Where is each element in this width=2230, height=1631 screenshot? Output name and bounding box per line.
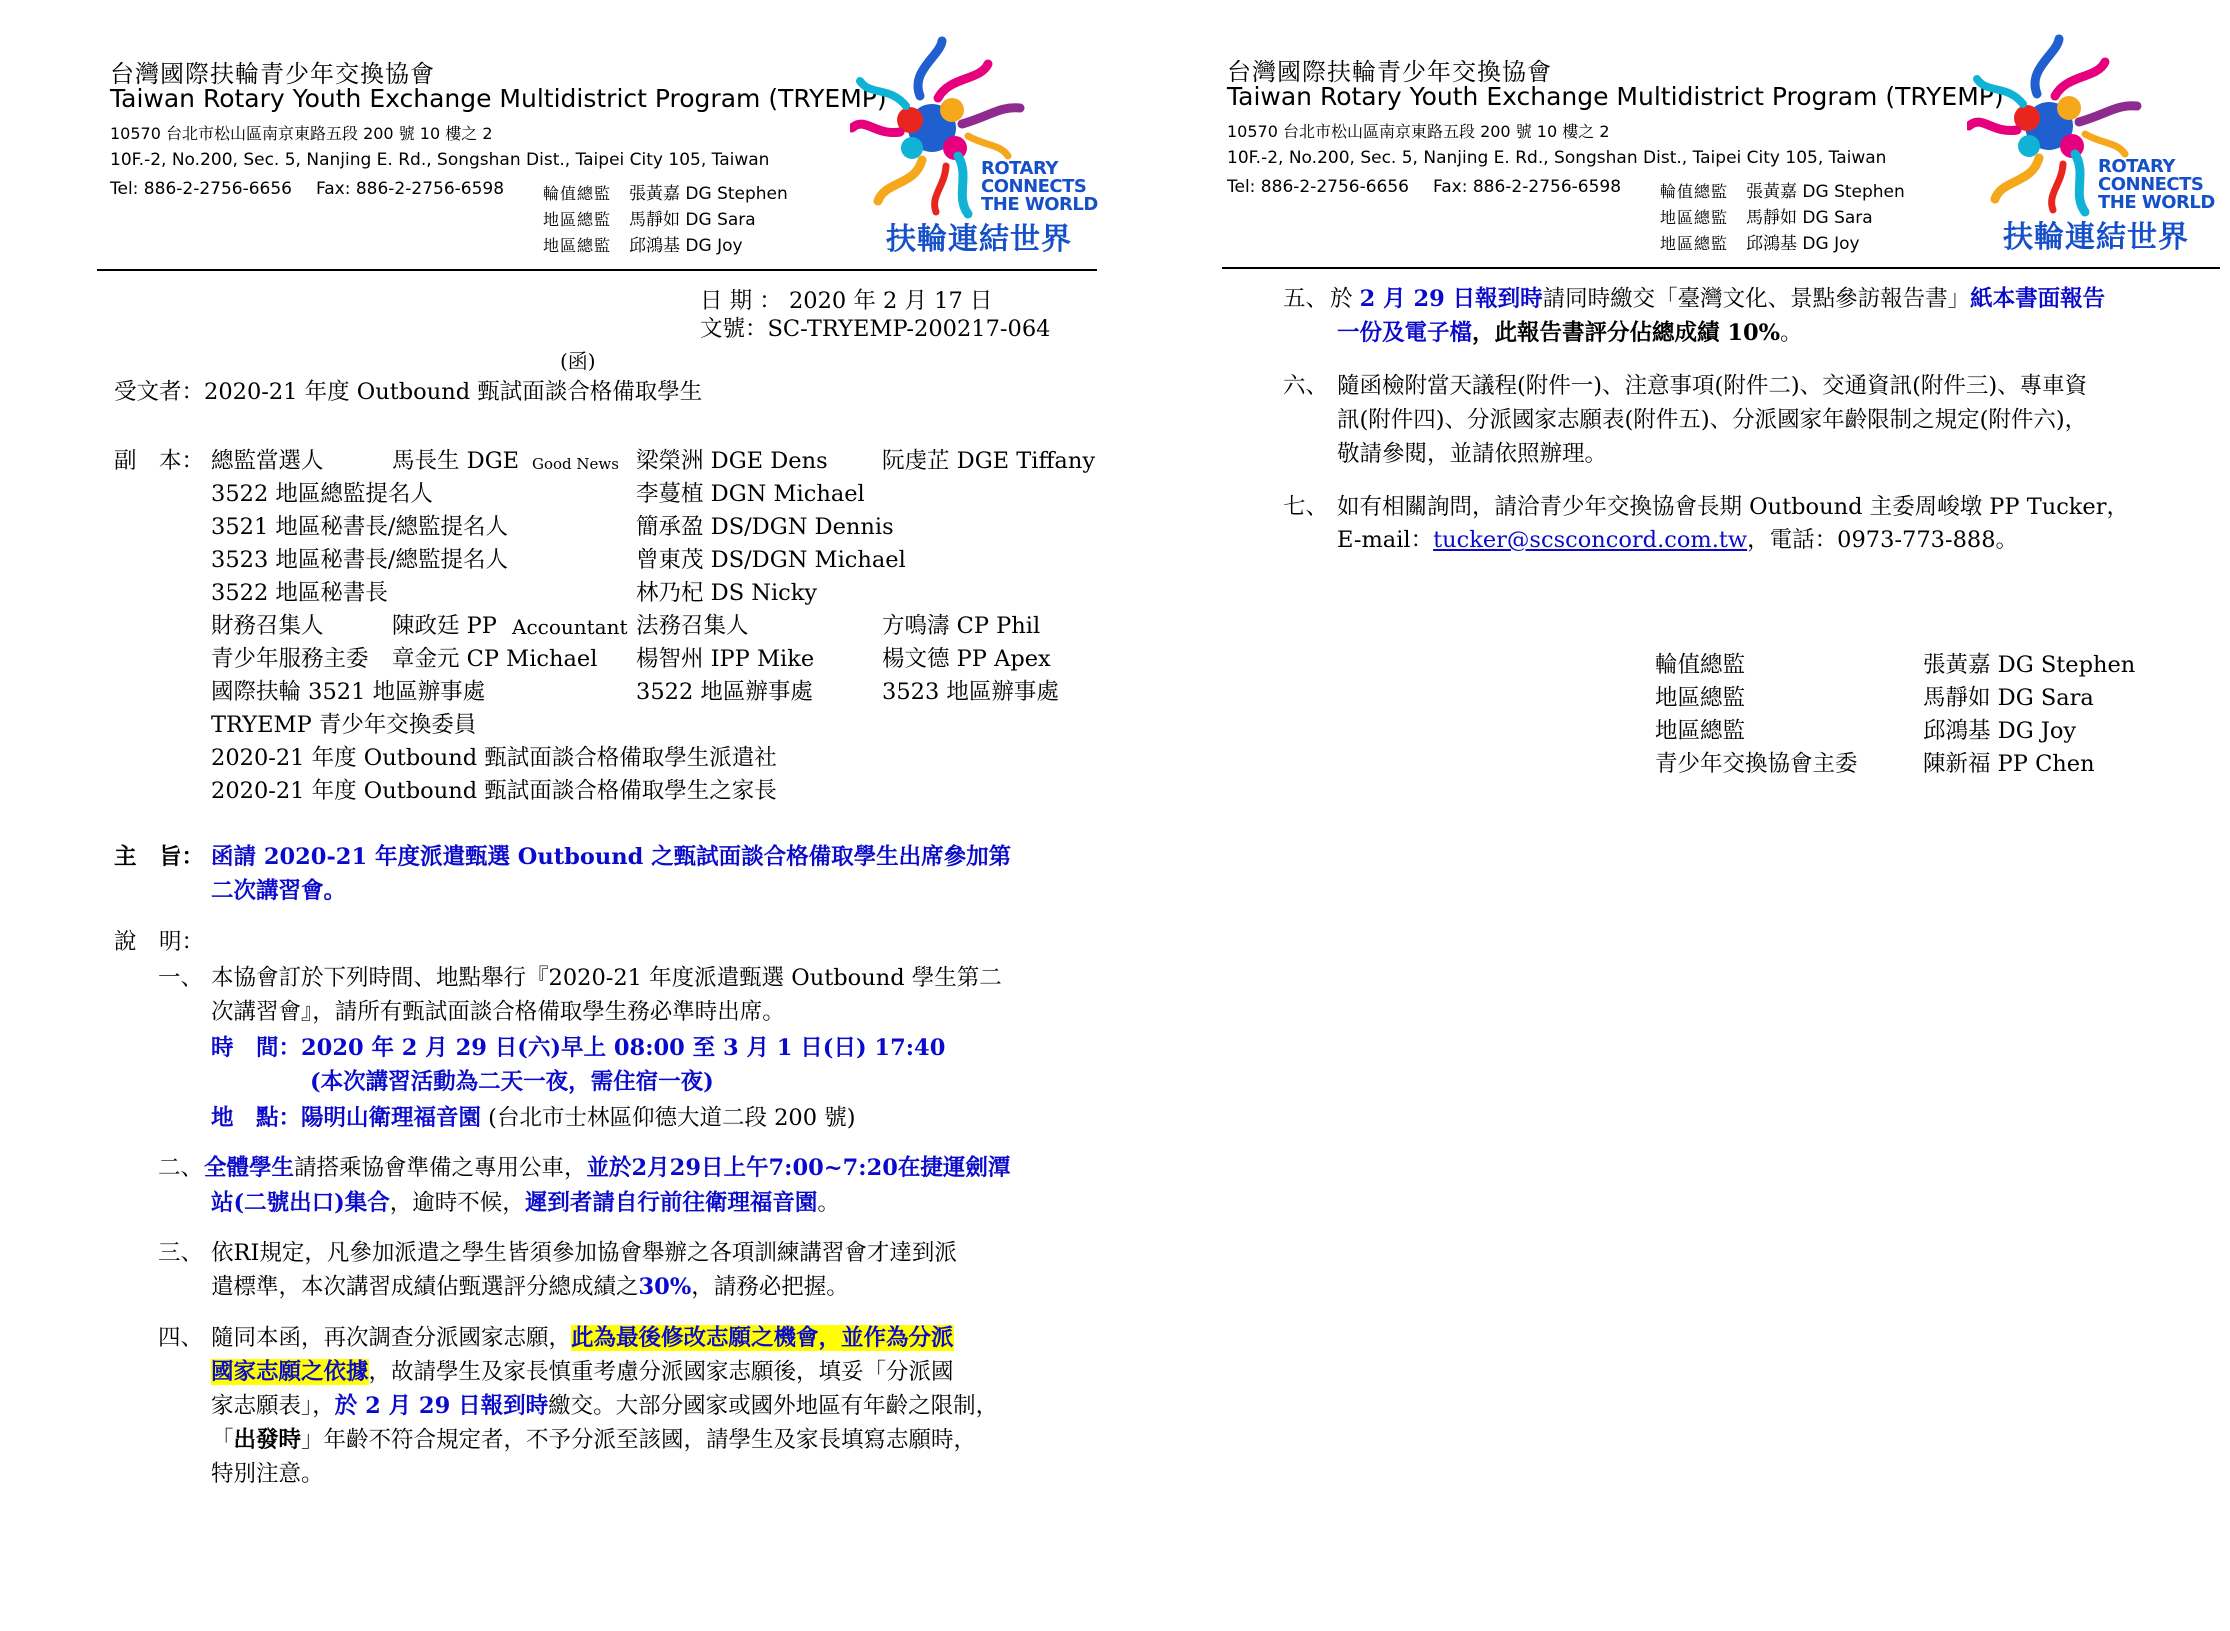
- subject-text: 二次講習會。: [211, 878, 347, 904]
- signature-name: 張黃嘉 DG Stephen: [1923, 652, 2136, 678]
- governor-line: 地區總監 邱鴻基 DG Joy: [1660, 234, 1860, 254]
- cc-entry: 李蔓植 DGN Michael: [636, 481, 865, 507]
- cc-entry: 2020-21 年度 Outbound 甄試面談合格備取學生派遣社: [211, 745, 777, 771]
- cc-entry: 3521 地區秘書長/總監提名人: [211, 514, 508, 540]
- address-en: 10F.-2, No.200, Sec. 5, Nanjing E. Rd., Songshan Dist., Taipei City 105, Taiwan: [110, 150, 770, 170]
- cc-entry: 方鳴濤 CP Phil: [882, 613, 1041, 639]
- logo-text-line: ROTARY: [2098, 156, 2175, 177]
- header-divider: [97, 269, 1097, 271]
- cc-entry: 章金元 CP Michael: [392, 646, 598, 672]
- cc-entry: 3523 地區辦事處: [882, 679, 1059, 705]
- cc-entry: 3523 地區秘書長/總監提名人: [211, 547, 508, 573]
- cc-entry-note: Accountant: [512, 615, 628, 639]
- logo-text-line: ROTARY: [981, 158, 1058, 179]
- document-page-1: 台灣國際扶輪青少年交換協會 Taiwan Rotary Youth Exchange Multidistrict Program (TRYEMP) 10570 台北市松山區南京東路五段 200 號 10 樓之 2 10F.-2, No.200, Sec. 5, Nanjing E. Rd., Songshan Dist., Taipei City 105, Taiwan Tel: 886-2-2756-6656 Fax: 886-2-2756-6598 輪值總監 張黃嘉 DG Stephen 地區總監 馬靜如 DG Sara 地區總監 邱鴻基 DG Joy ROTARY CONNECTS THE WORLD 扶輪連結世界 日 期 ： 2020 年 2 月 17 日 文號：SC-TRYEMP-200217-064 (函) 受文者：2020-21 年度 Outbound 甄試面談合格備取學生 副 本： 總監當選人 馬長生 DGE Good News 梁榮洲 DGE Dens 阮虔芷 DGE Tiffany 3522 地區總監提名人 李蔓植 DGN Michael 3521 地區秘書長/總監提名人 簡承盈 DS/DGN Dennis 3523 地區秘書長/總監提名人 曾東茂 DS/DGN Michael 3522 地區秘書長 林乃杞 DS Nicky 財務召集人 陳政廷 PP Accountant 法務召集人 方鳴濤 CP Phil 青少年服務主委 章金元 CP Michael 楊智州 IPP Mike 楊文德 PP Apex 國際扶輪 3521 地區辦事處 3522 地區辦事處 3523 地區辦事處 TRYEMP 青少年交換委員 2020-21 年度 Outbound 甄試面談合格備取學生派遣社 2020-21 年度 Outbound 甄試面談合格備取學生之家長 主 旨： 函請 2020-21 年度派遣甄選 Outbound 之甄試面談合格備取學生出席參加第 二次講習會。 說 明： 一、 本協會訂於下列時間、地點舉行『2020-21 年度派遣甄選 Outbound 學生第二 次講習會』，請所有甄試面談合格備取學生務必準時出席。 時 間：2020 年 2 月 29 日(六)早上 08:00 至 3 月 1 日(日) 17:40 (本次講習活動為二天一夜，需住宿一夜) 地 點：陽明山衛理福音園 (台北市士林區仰德大道二段 200 號) 二、 全體學生請搭乘協會準備之專用公車，並於2月29日上午7:00~7:20在捷運劍潭 站(二號出口)集合，逾時不候，遲到者請自行前往衛理福音園。 三、 依RI規定，凡參加派遣之學生皆須參加協會舉辦之各項訓練講習會才達到派 遣標準，本次講習成績佔甄選評分總成績之30%，請務必把握。 四、 隨同本函，再次調查分派國家志願，此為最後修改志願之機會，並作為分派 國家志願之依據，故請學生及家長慎重考慮分派國家志願後，填妥「分派國 家志願表」，於 2 月 29 日報到時繳交。大部分國家或國外地區有年齡之限制， 「出發時」年齡不符合規定者，不予分派至該國，請學生及家長填寫志願時， 特別注意。: [0, 0, 1115, 1631]
- logo-text-zh: 扶輪連結世界: [886, 222, 1072, 257]
- org-name-zh: 台灣國際扶輪青少年交換協會: [110, 60, 435, 88]
- signature-name: 邱鴻基 DG Joy: [1923, 718, 2077, 744]
- cc-entry: 青少年服務主委: [211, 646, 369, 672]
- signature-title: 青少年交換協會主委: [1655, 751, 1858, 777]
- header-divider: [1222, 267, 2220, 269]
- org-name-en: Taiwan Rotary Youth Exchange Multidistrict Program (TRYEMP): [1227, 82, 2004, 111]
- logo-text-line: THE WORLD: [2098, 192, 2215, 213]
- document-number: 文號：SC-TRYEMP-200217-064: [700, 316, 1051, 342]
- contact-line: [1227, 177, 1621, 197]
- logo-text-line: CONNECTS: [981, 176, 1087, 197]
- governor-line: 輪值總監 張黃嘉 DG Stephen: [1660, 182, 1905, 202]
- cc-entry: 3522 地區辦事處: [636, 679, 813, 705]
- cc-entry: 阮虔芷 DGE Tiffany: [882, 448, 1096, 474]
- rotary-connects-logo: [1967, 34, 2217, 254]
- cc-entry: 總監當選人: [211, 448, 324, 474]
- logo-text-zh: 扶輪連結世界: [2003, 220, 2189, 255]
- governor-line: 地區總監 邱鴻基 DG Joy: [543, 236, 743, 256]
- address-zh: 10570 台北市松山區南京東路五段 200 號 10 樓之 2: [1227, 122, 1610, 141]
- cc-entry: 林乃杞 DS Nicky: [636, 580, 818, 606]
- contact-line: [110, 179, 504, 199]
- fax-number: Fax: 886-2-2756-6598: [1433, 177, 1622, 197]
- signature-title: 地區總監: [1655, 718, 1746, 744]
- cc-entry: 2020-21 年度 Outbound 甄試面談合格備取學生之家長: [211, 778, 777, 804]
- cc-entry: TRYEMP 青少年交換委員: [211, 712, 477, 738]
- cc-entry: 楊文德 PP Apex: [882, 646, 1051, 672]
- governor-line: 地區總監 馬靜如 DG Sara: [543, 210, 756, 230]
- letter-date: 日 期 ： 2020 年 2 月 17 日: [700, 288, 993, 314]
- recipient-line: 受文者：2020-21 年度 Outbound 甄試面談合格備取學生: [114, 379, 703, 405]
- tel-number: Tel: 886-2-2756-6656: [1227, 177, 1410, 197]
- cc-entry: 楊智州 IPP Mike: [636, 646, 815, 672]
- signature-name: 陳新福 PP Chen: [1923, 751, 2095, 777]
- org-name-en: Taiwan Rotary Youth Exchange Multidistrict Program (TRYEMP): [110, 84, 887, 113]
- cc-entry: 曾東茂 DS/DGN Michael: [636, 547, 906, 573]
- time-note: (本次講習活動為二天一夜，需住宿一夜): [310, 1069, 714, 1095]
- cc-entry: 財務召集人: [211, 613, 324, 639]
- cc-entry: 國際扶輪 3521 地區辦事處: [211, 679, 486, 705]
- cc-entry: 馬長生 DGE: [392, 448, 520, 474]
- signature-title: 地區總監: [1655, 685, 1746, 711]
- cc-label: 副 本：: [114, 448, 205, 474]
- document-page-2: 台灣國際扶輪青少年交換協會 Taiwan Rotary Youth Exchange Multidistrict Program (TRYEMP) 10570 台北市松山區南京東路五段 200 號 10 樓之 2 10F.-2, No.200, Sec. 5, Nanjing E. Rd., Songshan Dist., Taipei City 105, Taiwan Tel: 886-2-2756-6656 Fax: 886-2-2756-6598 輪值總監 張黃嘉 DG Stephen 地區總監 馬靜如 DG Sara 地區總監 邱鴻基 DG Joy ROTARY CONNECTS THE WORLD 扶輪連結世界 五、 於 2 月 29 日報到時請同時繳交「臺灣文化、景點參訪報告書」紙本書面報告 一份及電子檔，此報告書評分佔總成績 10%。 六、 隨函檢附當天議程(附件一)、注意事項(附件二)、交通資訊(附件三)、專車資 訊(附件四)、分派國家志願表(附件五)、分派國家年齡限制之規定(附件六)， 敬請參閱，並請依照辦理。 七、 如有相關詢問，請洽青少年交換協會長期 Outbound 主委周峻墩 PP Tucker， E-mail：tucker@scsconcord.com.tw，電話：0973-773-888。 輪值總監 張黃嘉 DG Stephen 地區總監 馬靜如 DG Sara 地區總監 邱鴻基 DG Joy 青少年交換協會主委 陳新福 PP Chen: [1115, 0, 2230, 1631]
- cc-entry: 3522 地區秘書長: [211, 580, 388, 606]
- cc-entry: 3522 地區總監提名人: [211, 481, 433, 507]
- cc-entry: 法務召集人: [636, 613, 749, 639]
- logo-text-line: THE WORLD: [981, 194, 1098, 215]
- tel-number: Tel: 886-2-2756-6656: [110, 179, 293, 199]
- cc-entry: 簡承盈 DS/DGN Dennis: [636, 514, 894, 540]
- org-name-zh: 台灣國際扶輪青少年交換協會: [1227, 58, 1552, 86]
- address-en: 10F.-2, No.200, Sec. 5, Nanjing E. Rd., Songshan Dist., Taipei City 105, Taiwan: [1227, 148, 1887, 168]
- logo-text-line: CONNECTS: [2098, 174, 2204, 195]
- email-link[interactable]: tucker@scsconcord.com.tw: [1433, 527, 1748, 553]
- governor-line: 輪值總監 張黃嘉 DG Stephen: [543, 184, 788, 204]
- signature-title: 輪值總監: [1655, 652, 1746, 678]
- governor-line: 地區總監 馬靜如 DG Sara: [1660, 208, 1873, 228]
- cc-entry-note: Good News: [532, 455, 619, 473]
- explanation-label: 說 明：: [114, 929, 205, 955]
- letter-type: (函): [560, 349, 596, 373]
- fax-number: Fax: 886-2-2756-6598: [316, 179, 505, 199]
- cc-entry: 梁榮洲 DGE Dens: [636, 448, 828, 474]
- time-row: 時 間：2020 年 2 月 29 日(六)早上 08:00 至 3 月 1 日(日) 17:40: [211, 1035, 946, 1061]
- place-row: 地 點：陽明山衛理福音園 (台北市士林區仰德大道二段 200 號): [211, 1105, 856, 1131]
- rotary-connects-logo: [850, 36, 1100, 256]
- address-zh: 10570 台北市松山區南京東路五段 200 號 10 樓之 2: [110, 124, 493, 143]
- subject-label: 主 旨：: [114, 844, 205, 870]
- cc-entry: 陳政廷 PP: [392, 613, 497, 639]
- signature-name: 馬靜如 DG Sara: [1923, 685, 2094, 711]
- subject-text: 函請 2020-21 年度派遣甄選 Outbound 之甄試面談合格備取學生出席參加第: [211, 844, 1012, 870]
